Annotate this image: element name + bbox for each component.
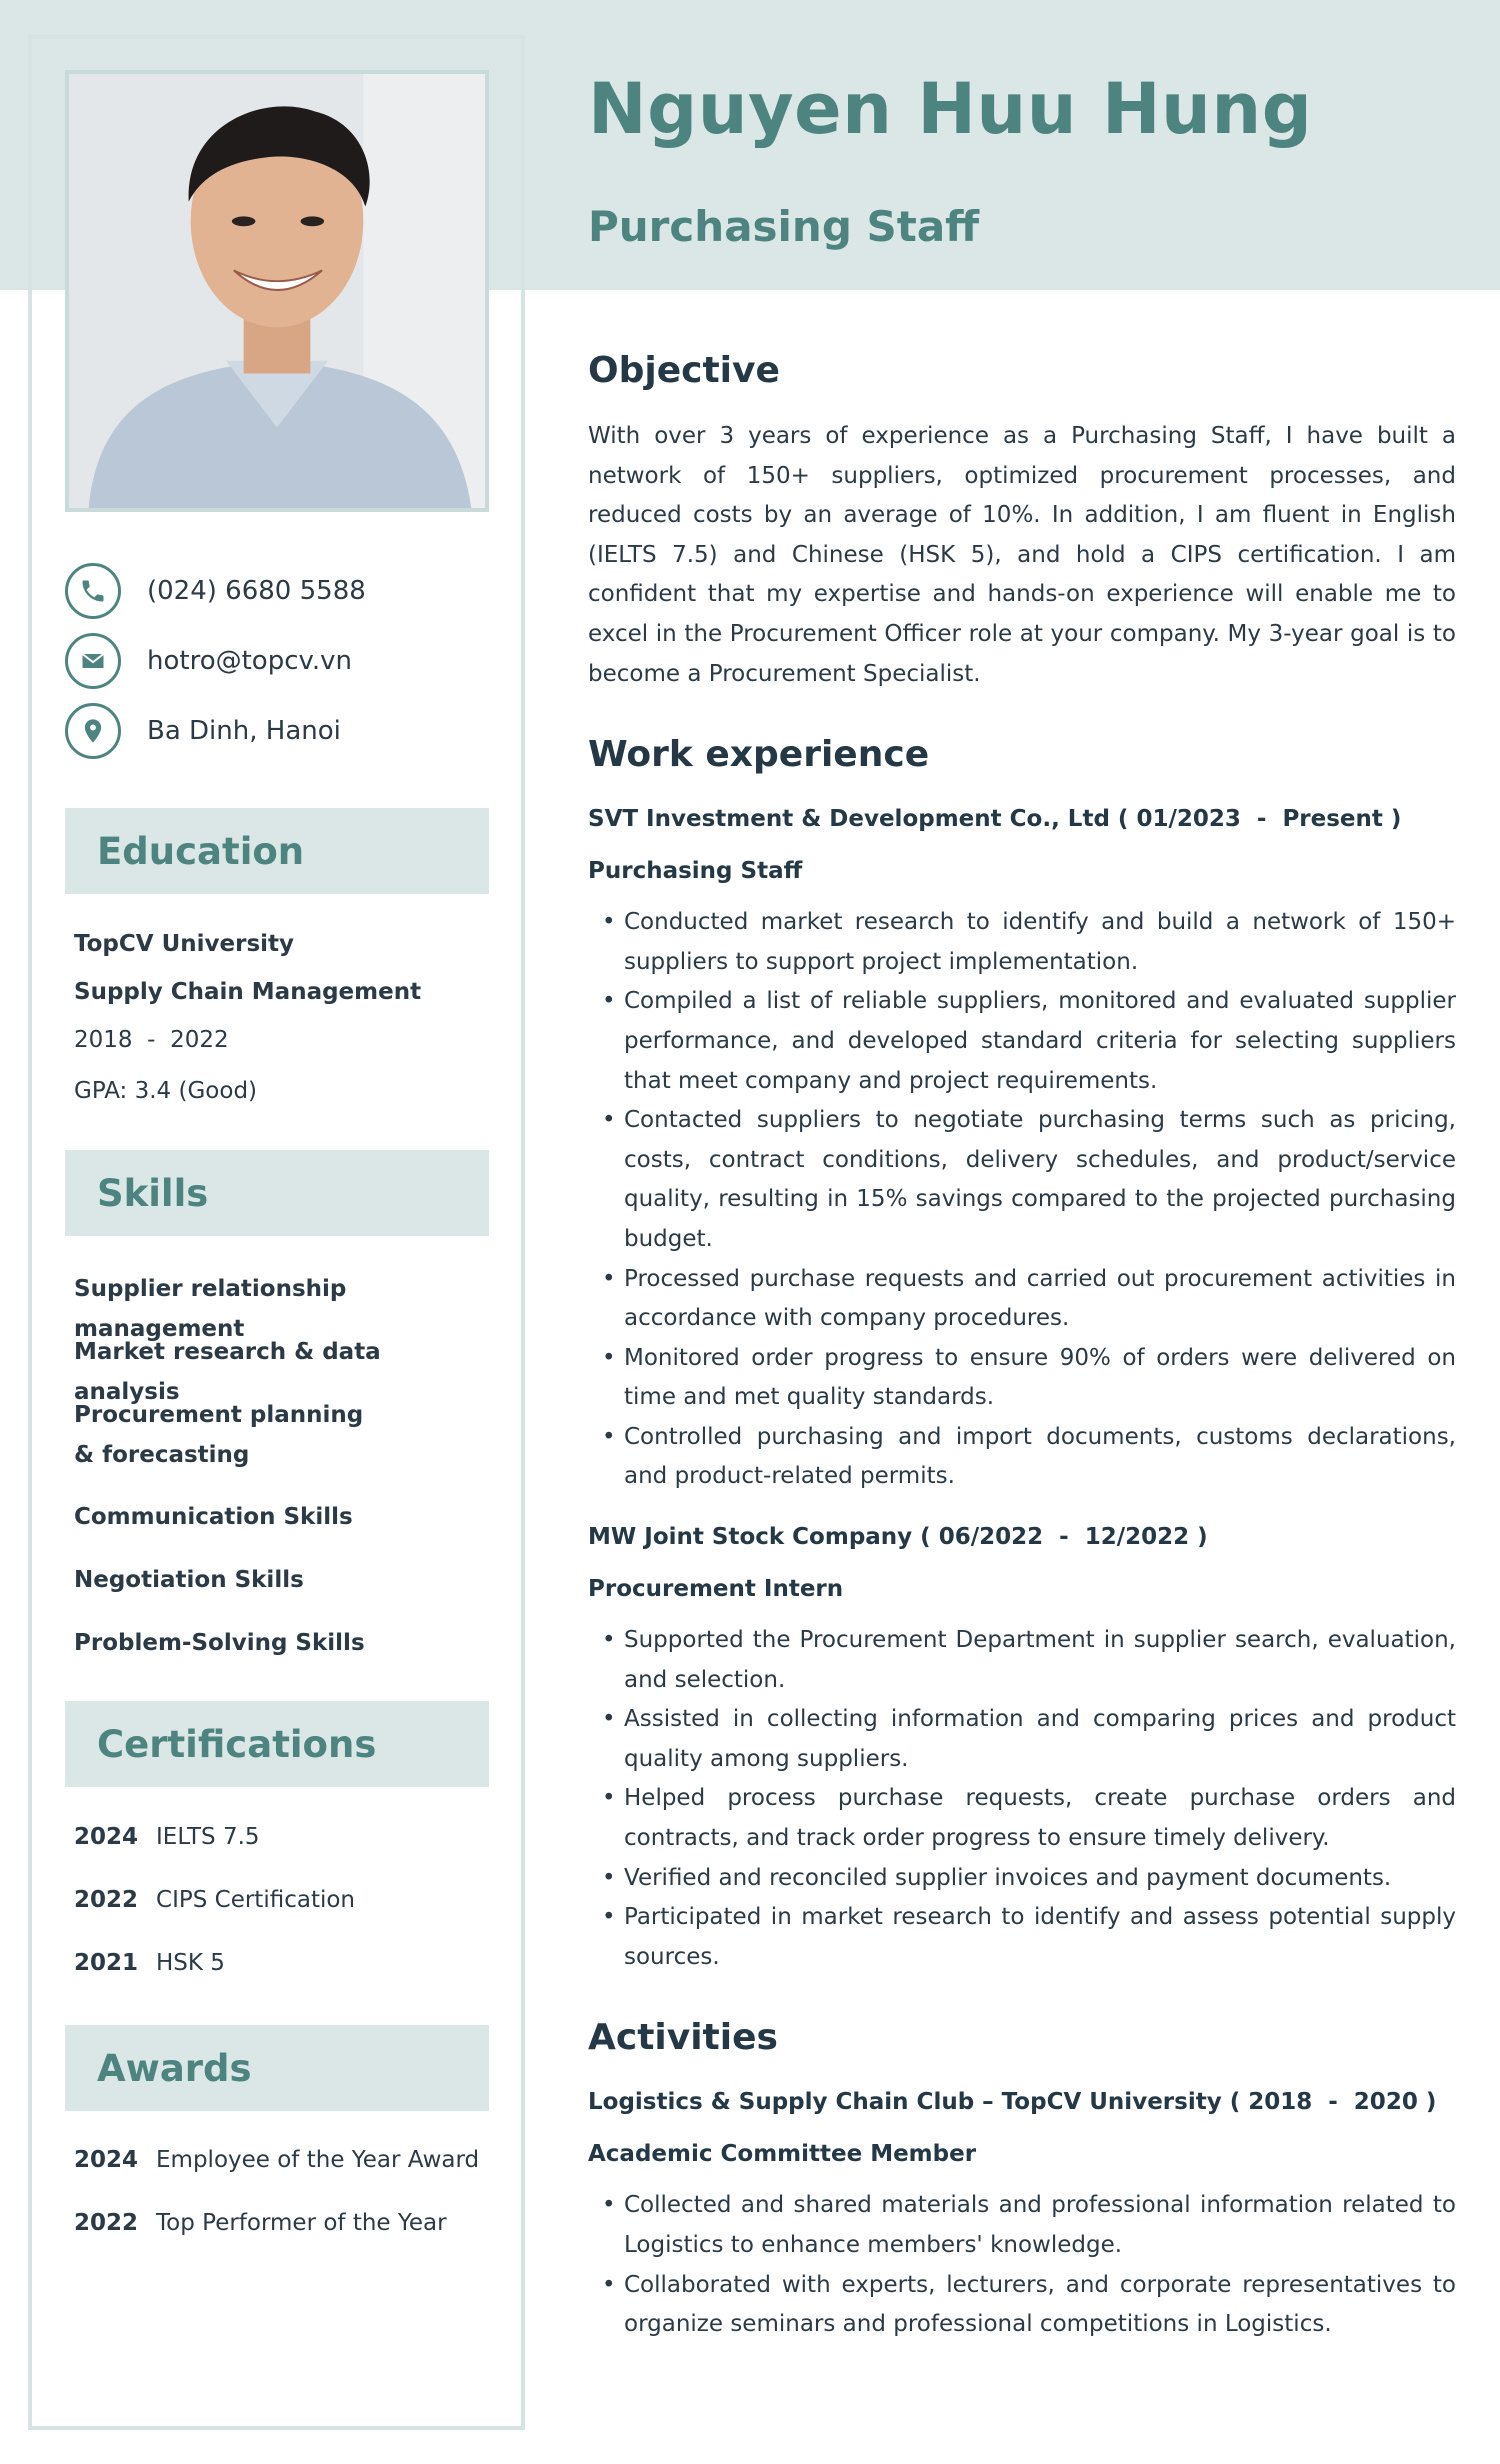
address-text: Ba Dinh, Hanoi [147,716,341,746]
certification-name: IELTS 7.5 [156,1824,260,1850]
certifications-heading: Certifications [65,1701,489,1787]
phone-text: (024) 6680 5588 [147,576,366,606]
work-heading: Work experience [588,734,930,776]
main-column [588,350,1456,2345]
contact-address [65,703,505,759]
education-years: 2018 - 2022 [74,1027,229,1053]
certification-item [74,1887,355,1913]
certification-year: 2022 [74,1887,139,1913]
award-name: Top Performer of the Year [156,2210,447,2236]
activity-bullet: • Collected and shared materials and professional information related to Logistics to enhance members' knowledge. [588,2186,1456,2265]
job-role: Procurement Intern [588,1576,844,1603]
award-year: 2022 [74,2210,139,2236]
candidate-title: Purchasing Staff [588,202,980,251]
education-major: Supply Chain Management [74,979,422,1005]
skill-item: Supplier relationship management [74,1276,347,1342]
skill-item: Problem-Solving Skills [74,1630,365,1656]
certification-item [74,1950,225,1976]
objective-heading: Objective [588,350,780,391]
activity-role: Academic Committee Member [588,2141,977,2168]
activity-bullet: • Collaborated with experts, lecturers, and corporate representatives to organize seminars and professional competitions in Logistics. [588,2266,1456,2345]
profile-photo [65,70,489,512]
certification-year: 2021 [74,1950,139,1976]
contact-email[interactable] [65,633,505,689]
objective-text: With over 3 years of experience as a Purchasing Staff, I have built a network of 150+ suppliers, optimized procurement processes, and reduced costs by an average of 10%. In addition, I am fluent in English (IELTS 7.5) and Chinese (HSK 5), and hold a CIPS certification. I am confident that my expertise and hands-on experience will enable me to excel in the Procurement Officer role at your company. My 3-year goal is to become a Procurement Specialist. [588,423,1456,687]
job-bullet: • Helped process purchase requests, create purchase orders and contracts, and track order progress to ensure timely delivery. [588,1779,1456,1858]
job-role: Purchasing Staff [588,858,803,885]
job-bullet: • Compiled a list of reliable suppliers, monitored and evaluated supplier performance, and developed standard criteria for selecting suppliers that meet company and project requirements. [588,982,1456,1101]
certification-name: HSK 5 [156,1950,225,1976]
job-bullet: • Monitored order progress to ensure 90% of orders were delivered on time and met quality standards. [588,1339,1456,1418]
skill-item: Market research & data analysis [74,1339,381,1405]
job-bullet: • Processed purchase requests and carried out procurement activities in accordance with company procedures. [588,1260,1456,1339]
education-heading: Education [65,808,489,894]
activity-org: Logistics & Supply Chain Club – TopCV University ( 2018 - 2020 ) [588,2089,1437,2116]
map-pin-icon [65,703,121,759]
job-entry [588,801,1456,1497]
job-entry [588,1519,1456,1977]
job-bullet: • Verified and reconciled supplier invoices and payment documents. [588,1859,1456,1899]
job-bullet: • Conducted market research to identify and build a network of 150+ suppliers to support project implementation. [588,903,1456,982]
award-item [74,2147,479,2173]
phone-icon [65,563,121,619]
skill-item: Procurement planning & forecasting [74,1402,364,1468]
award-item [74,2210,447,2236]
activity-bullets [588,2186,1456,2344]
job-bullet: • Assisted in collecting information and comparing prices and product quality among suppliers. [588,1700,1456,1779]
awards-heading: Awards [65,2025,489,2111]
envelope-icon [65,633,121,689]
award-year: 2024 [74,2147,139,2173]
job-bullets [588,1621,1456,1977]
certification-item [74,1824,260,1850]
email-text: hotro@topcv.vn [147,646,353,676]
skill-item: Negotiation Skills [74,1567,304,1593]
contact-phone[interactable] [65,563,505,619]
education-gpa: GPA: 3.4 (Good) [74,1078,258,1104]
job-bullet: • Contacted suppliers to negotiate purchasing terms such as pricing, costs, contract conditions, delivery schedules, and product/service quality, resulting in 15% savings compared to the projected purchasing budget. [588,1101,1456,1259]
job-company: SVT Investment & Development Co., Ltd ( 01/2023 - Present ) [588,806,1402,833]
certification-name: CIPS Certification [156,1887,355,1913]
award-name: Employee of the Year Award [156,2147,480,2173]
skill-item: Communication Skills [74,1504,353,1530]
job-company: MW Joint Stock Company ( 06/2022 - 12/2022 ) [588,1524,1208,1551]
candidate-name: Nguyen Huu Hung [588,68,1313,150]
job-bullet: • Supported the Procurement Department in supplier search, evaluation, and selection. [588,1621,1456,1700]
job-bullet: • Controlled purchasing and import documents, customs declarations, and product-related permits. [588,1418,1456,1497]
skills-heading: Skills [65,1150,489,1236]
activities-heading: Activities [588,2017,778,2059]
job-bullets [588,903,1456,1497]
job-bullet: • Participated in market research to identify and assess potential supply sources. [588,1898,1456,1977]
certification-year: 2024 [74,1824,139,1850]
education-school: TopCV University [74,931,295,957]
activity-entry [588,2084,1456,2344]
